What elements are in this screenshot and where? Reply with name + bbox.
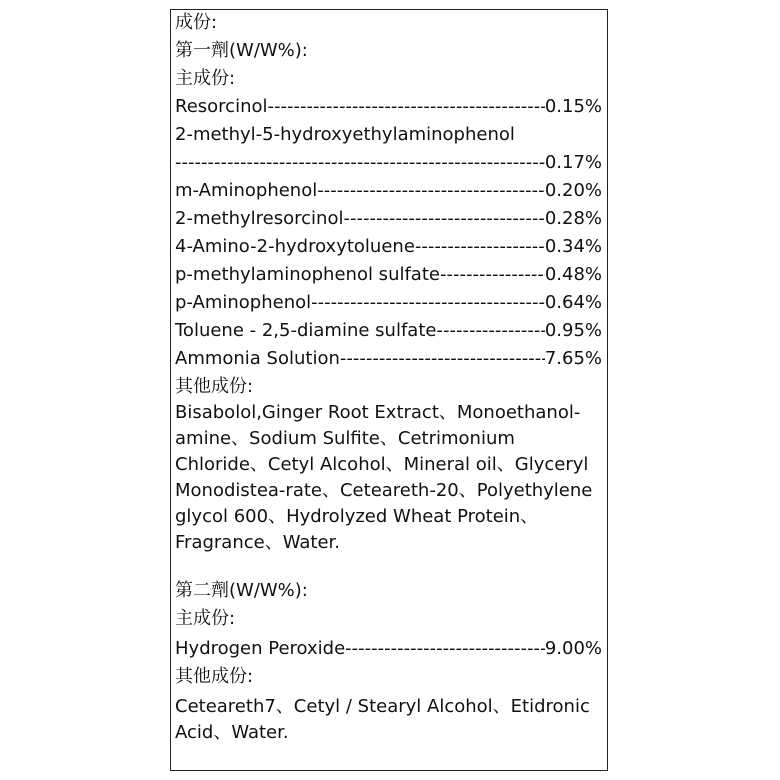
ingredient-name-wrapped: 2-methyl-5-hydroxyethylaminophenol — [175, 124, 515, 145]
ingredient-value: 0.28% — [544, 208, 602, 229]
ingredient-name: 4-Amino-2-hydroxytoluene — [175, 236, 415, 257]
ingredient-value: 7.65% — [544, 348, 602, 369]
ingredient-value: 0.48% — [544, 264, 602, 285]
ingredient-row — [175, 96, 602, 118]
part2-heading: 第二劑(W/W%): — [175, 580, 308, 601]
ingredient-row — [175, 264, 602, 286]
ingredients-panel — [170, 9, 608, 771]
ingredient-value: 0.64% — [544, 292, 602, 313]
part2-other-label: 其他成份: — [175, 666, 254, 687]
ingredient-value: 0.15% — [544, 96, 602, 117]
leader-dashes — [317, 180, 545, 202]
section-title: 成份: — [175, 12, 218, 33]
part1-main-label: 主成份: — [175, 68, 236, 89]
ingredient-row — [175, 320, 602, 342]
leader-dashes — [415, 236, 545, 258]
ingredient-row — [175, 348, 602, 370]
ingredient-value: 9.00% — [544, 638, 602, 659]
ingredient-name: 2-methylresorcinol — [175, 208, 344, 229]
ingredient-row — [175, 292, 602, 314]
leader-dashes — [343, 208, 544, 230]
ingredient-row — [175, 638, 602, 660]
ingredient-row — [175, 152, 602, 174]
part1-other-label: 其他成份: — [175, 376, 254, 397]
ingredient-name: m-Aminophenol — [175, 180, 318, 201]
ingredient-name: Toluene - 2,5-diamine sulfate — [175, 320, 437, 341]
ingredient-name: Ammonia Solution — [175, 348, 340, 369]
leader-dashes — [345, 638, 545, 660]
leader-dashes — [311, 292, 545, 314]
part1-heading: 第一劑(W/W%): — [175, 40, 308, 61]
ingredient-value: 0.17% — [544, 152, 602, 173]
ingredient-row — [175, 236, 602, 258]
part1-other-ingredients: Bisabolol,Ginger Root Extract、Monoethanol-amine、Sodium Sulfite、Cetrimonium Chloride、Cetyl Alcohol、Mineral oil、Glyceryl Monodistea-rate、Ceteareth-20、Polyethylene glycol 600、Hydrolyzed Wheat Protein、Fragrance、Water. — [175, 402, 593, 553]
ingredient-row — [175, 208, 602, 230]
part2-other-ingredients: Ceteareth7、Cetyl / Stearyl Alcohol、Etidronic Acid、Water. — [175, 696, 590, 743]
ingredient-row — [175, 180, 602, 202]
leader-dashes — [340, 348, 545, 370]
leader-dashes — [268, 96, 545, 118]
ingredient-value: 0.20% — [544, 180, 602, 201]
ingredient-name: p-methylaminophenol sulfate — [175, 264, 440, 285]
leader-dashes — [436, 320, 544, 342]
ingredient-name: Resorcinol — [175, 96, 268, 117]
leader-dashes — [440, 264, 545, 286]
ingredient-name: p-Aminophenol — [175, 292, 312, 313]
ingredient-value: 0.95% — [544, 320, 602, 341]
part2-main-label: 主成份: — [175, 608, 236, 629]
leader-dashes — [175, 152, 545, 174]
ingredient-value: 0.34% — [544, 236, 602, 257]
ingredient-name: Hydrogen Peroxide — [175, 638, 346, 659]
